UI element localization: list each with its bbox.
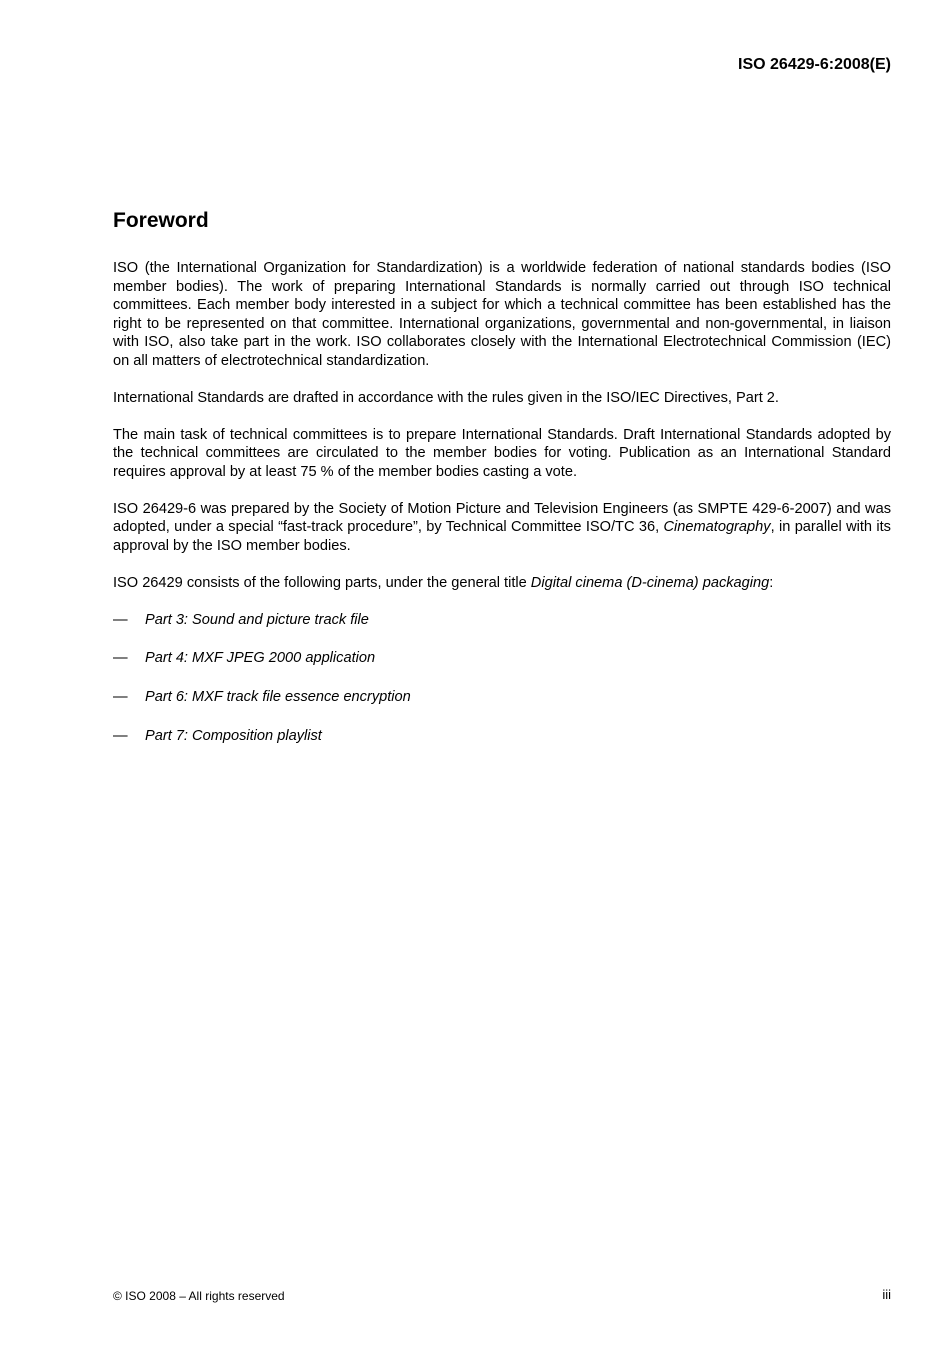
- list-item-label: Part 4: MXF JPEG 2000 application: [145, 650, 376, 667]
- committee-title: Cinematography: [663, 519, 771, 535]
- parts-intro-tail: :: [769, 574, 774, 591]
- list-dash: —: [113, 727, 128, 744]
- document-identifier: ISO 26429-6:2008(E): [738, 56, 891, 73]
- foreword-body: [113, 259, 891, 766]
- list-dash: —: [113, 689, 128, 706]
- list-item: [113, 727, 891, 746]
- paragraph-directives: International Standards are drafted in accordance with the rules given in the ISO/IEC Directives, Part 2.: [113, 389, 779, 406]
- list-dash: —: [113, 650, 128, 667]
- paragraph-iso-federation: ISO (the International Organization for Standardization) is a worldwide federation of national standards bodies (ISO member bodies). The work of preparing International Standards is normally carried out through ISO technical committees. Each member body interested in a subject for which a technical committee has been established has the right to be represented on that committee. International organizations, governmental and non-governmental, in liaison with ISO, also take part in the work. ISO collaborates closely with the International Electrotechnical Commission (IEC) on all matters of electrotechnical standardization.: [113, 260, 891, 369]
- list-item: [113, 611, 891, 630]
- general-title: Digital cinema (D-cinema) packaging: [530, 574, 770, 591]
- list-item-label: Part 7: Composition playlist: [145, 727, 322, 744]
- list-item: [113, 649, 891, 668]
- paragraph-parts-intro: [113, 574, 891, 593]
- list-dash: —: [113, 611, 128, 628]
- parts-list: [113, 611, 891, 746]
- page-title: Foreword: [113, 209, 209, 232]
- list-item-label: Part 6: MXF track file essence encryption: [145, 689, 411, 706]
- list-item: [113, 688, 891, 707]
- copyright-notice: © ISO 2008 – All rights reserved: [113, 1289, 285, 1303]
- paragraph-preparation: [113, 500, 891, 556]
- paragraph-preparation-text: ISO 26429-6 was prepared by the Society of Motion Picture and Television Engineers (as SMPTE 429-6-2007) and was adopted, under a special “fast-track procedure”, by Technical Committee ISO/TC 36,: [113, 500, 891, 535]
- page-number: iii: [882, 1287, 891, 1302]
- list-item-label: Part 3: Sound and picture track file: [145, 611, 369, 628]
- paragraph-preparation-tail: , in parallel with its approval by the ISO member bodies.: [113, 519, 891, 554]
- parts-intro-text: ISO 26429 consists of the following parts, under the general title: [113, 574, 531, 591]
- paragraph-technical-committees: The main task of technical committees is to prepare International Standards. Draft International Standards adopted by the technical committees are circulated to the member bodies for voting. Publication as an International Standard requires approval by at least 75 % of the member bodies casting a vote.: [113, 426, 891, 480]
